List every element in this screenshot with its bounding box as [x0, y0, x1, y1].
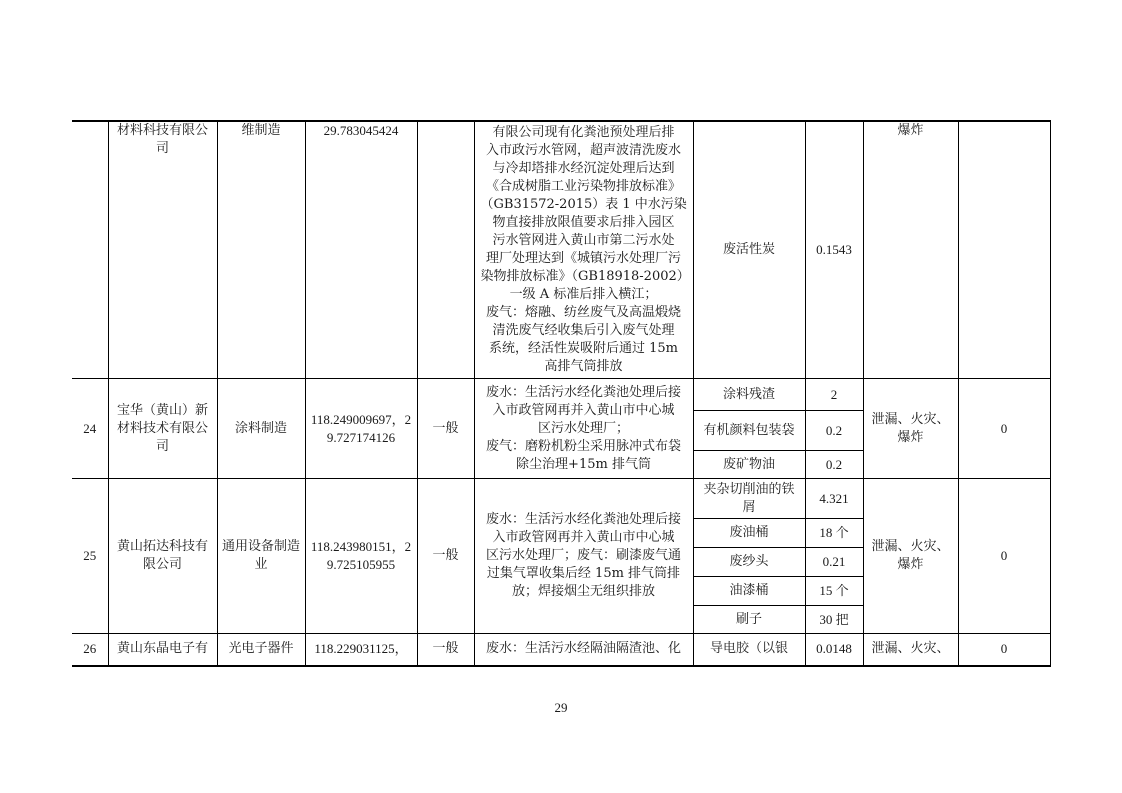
measures-line: 入市政管网再并入黄山市中心城 [492, 530, 675, 545]
hazardous-waste-name-cell: 废活性炭 [693, 121, 805, 379]
accident-count-cell: 0 [958, 479, 1050, 634]
measures-line: 废水：生活污水经化粪池处理后接 [485, 512, 681, 527]
hazardous-waste-name-cell: 导电胶（以银 [693, 634, 805, 666]
treatment-measures-cell: 废水：生活污水经隔油隔渣池、化 [474, 634, 693, 666]
hazardous-waste-name-cell: 刷子 [693, 606, 805, 634]
company-name-cell: 黄山东晶电子有 [108, 634, 217, 666]
risk-type-cell: 泄漏、火灾、爆炸 [863, 479, 958, 634]
measures-line: 入市政管网再并入黄山市中心城 [492, 402, 675, 418]
risk-type-cell: 爆炸 [863, 121, 958, 379]
hazardous-waste-name-cell: 废油桶 [693, 519, 805, 548]
measures-line: 物直接排放限值要求后排入园区 [492, 215, 675, 230]
measures-line: 区污水处理厂； [537, 420, 629, 436]
table-row [72, 634, 1050, 666]
hazardous-waste-qty-cell: 4.321 [805, 479, 863, 519]
measures-line: 除尘治理+15m 排气筒 [516, 456, 651, 472]
measures-line: 《合成树脂工业污染物排放标准》 [485, 179, 681, 194]
accident-count-cell: 0 [958, 379, 1050, 479]
hazardous-waste-qty-cell: 0.21 [805, 548, 863, 577]
measures-line: 放；焊接烟尘无组织排放 [511, 584, 655, 599]
industry-cell: 涂料制造 [217, 379, 305, 479]
risk-type-cell: 泄漏、火灾、 [863, 634, 958, 666]
measures-line: 过集气罩收集后经 15m 排气筒排 [486, 566, 681, 581]
risk-type-cell: 泄漏、火灾、爆炸 [863, 379, 958, 479]
industry-cell: 光电子器件 [217, 634, 305, 666]
measures-line: 废水：生活污水经化粪池处理后接 [485, 384, 681, 400]
hazardous-waste-qty-cell: 0.2 [805, 451, 863, 479]
hazardous-waste-qty-cell: 0.1543 [805, 121, 863, 379]
risk-level-cell: 一般 [417, 379, 474, 479]
hazardous-waste-qty-cell: 2 [805, 379, 863, 411]
hazardous-waste-name-cell: 油漆桶 [693, 577, 805, 606]
pollution-source-table-page [72, 120, 1051, 667]
risk-level-cell: 一般 [417, 634, 474, 666]
measures-line: 污水管网进入黄山市第二污水处 [492, 233, 675, 248]
treatment-measures-cell [474, 479, 693, 634]
measures-line: 废气：熔融、纺丝废气及高温煅烧 [485, 305, 681, 320]
company-name-cell: 黄山拓达科技有限公司 [108, 479, 217, 634]
row-number-cell: 25 [72, 479, 108, 634]
accident-count-cell [958, 121, 1050, 379]
measures-line: 一级 A 标准后排入横江； [509, 287, 658, 302]
measures-line: 废气：磨粉机粉尘采用脉冲式布袋 [485, 438, 681, 454]
table-row [72, 479, 1050, 519]
measures-line: 高排气筒排放 [544, 359, 623, 374]
company-name-cell: 宝华（黄山）新材料技术有限公司 [108, 379, 217, 479]
row-number-cell: 24 [72, 379, 108, 479]
measures-line: 清洗废气经收集后引入废气处理 [492, 323, 675, 338]
coordinates-cell: 118.229031125， [305, 634, 417, 666]
risk-level-cell: 一般 [417, 479, 474, 634]
coordinates-cell: 118.249009697，29.727174126 [305, 379, 417, 479]
company-name-cell: 材料科技有限公司 [108, 121, 217, 379]
measures-line: 染物排放标准》（GB18918-2002） [480, 269, 690, 284]
treatment-measures-cell [474, 121, 693, 379]
hazardous-waste-qty-cell: 30 把 [805, 606, 863, 634]
row-number-cell: 26 [72, 634, 108, 666]
hazardous-waste-name-cell: 废矿物油 [693, 451, 805, 479]
coordinates-cell: 118.243980151，29.725105955 [305, 479, 417, 634]
row-number-cell [72, 121, 108, 379]
risk-level-cell [417, 121, 474, 379]
measures-line: 区污水处理厂；废气：刷漆废气通 [485, 548, 681, 563]
coordinates-cell: 29.783045424 [305, 121, 417, 379]
hazardous-waste-qty-cell: 0.2 [805, 411, 863, 451]
table-row [72, 379, 1050, 411]
hazardous-waste-name-cell: 涂料残渣 [693, 379, 805, 411]
measures-line: 入市政污水管网，超声波清洗废水 [485, 143, 681, 158]
measures-line: （GB31572-2015）表 1 中水污染 [480, 197, 687, 212]
industry-cell: 维制造 [217, 121, 305, 379]
page-number: 29 [554, 700, 568, 715]
measures-line: 系统，经活性炭吸附后通过 15m [488, 341, 678, 356]
hazardous-waste-qty-cell: 15 个 [805, 577, 863, 606]
industry-cell: 通用设备制造业 [217, 479, 305, 634]
measures-line: 与冷却塔排水经沉淀处理后达到 [492, 161, 675, 176]
hazardous-waste-name-cell: 夹杂切削油的铁屑 [693, 479, 805, 519]
measures-line: 有限公司现有化粪池预处理后排 [492, 125, 675, 140]
hazardous-waste-qty-cell: 18 个 [805, 519, 863, 548]
treatment-measures-cell [474, 379, 693, 479]
accident-count-cell: 0 [958, 634, 1050, 666]
table-row [72, 121, 1050, 379]
measures-line: 理厂处理达到《城镇污水处理厂污 [485, 251, 681, 266]
hazardous-waste-qty-cell: 0.0148 [805, 634, 863, 666]
hazardous-waste-name-cell: 废纱头 [693, 548, 805, 577]
pollution-source-table [72, 120, 1051, 667]
hazardous-waste-name-cell: 有机颜料包装袋 [693, 411, 805, 451]
